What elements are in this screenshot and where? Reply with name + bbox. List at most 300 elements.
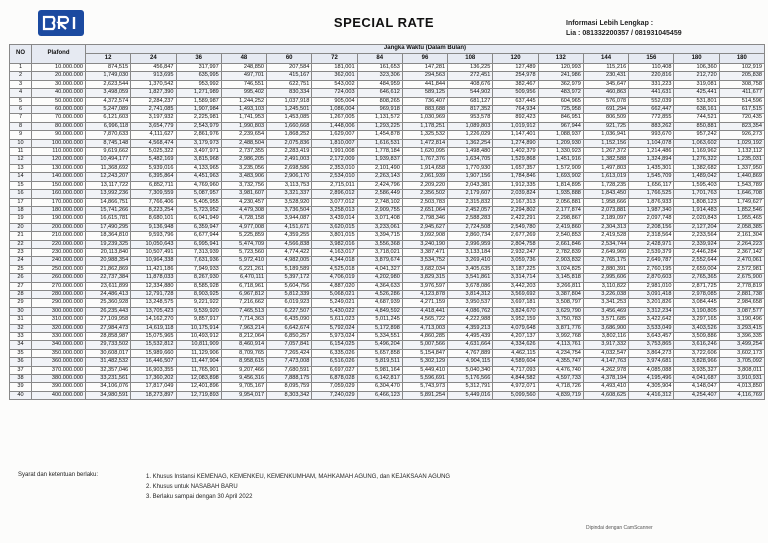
installment-cell: 5,596,691 [402, 375, 447, 383]
row-number: 9 [10, 131, 32, 139]
installment-cell: 1,489,042 [674, 173, 719, 181]
installment-cell: 345,647 [583, 80, 628, 88]
table-row [10, 232, 765, 240]
terms-item: 1. Khusus Instansi KEMENAG, KEMENKEU, KEMENKUMHAM, MAHKAMAH AGUNG, dan KEJAKSAAN AGUNG [146, 474, 451, 480]
installment-cell: 635,995 [176, 72, 221, 80]
installment-cell: 14,866,751 [86, 198, 131, 206]
installment-cell: 2,304,313 [583, 223, 628, 231]
installment-cell: 3,528,920 [267, 198, 312, 206]
installment-cell: 1,572,909 [538, 164, 583, 172]
installment-cell: 4,111,627 [131, 131, 176, 139]
table-row [10, 173, 765, 181]
plafond-cell: 380.000.000 [32, 375, 86, 383]
installment-cell: 2,804,758 [493, 240, 538, 248]
installment-cell: 254,978 [493, 72, 538, 80]
installment-cell: 2,778,819 [719, 282, 764, 290]
installment-cell: 7,465,513 [221, 307, 266, 315]
table-row [10, 282, 765, 290]
installment-cell: 484,959 [357, 80, 402, 88]
installment-cell: 4,262,978 [583, 366, 628, 374]
installment-cell: 8,303,342 [267, 391, 312, 399]
installment-cell: 4,887,020 [312, 282, 357, 290]
installment-cell: 6,642,674 [267, 324, 312, 332]
installment-cell: 1,907,156 [448, 173, 493, 181]
installment-cell: 207,584 [267, 64, 312, 72]
installment-cell: 4,565,722 [402, 316, 447, 324]
table-row [10, 341, 765, 349]
installment-cell: 272,451 [448, 72, 493, 80]
installment-cell: 5,007,566 [402, 341, 447, 349]
installment-cell: 2,588,283 [448, 215, 493, 223]
installment-cell: 5,068,021 [312, 290, 357, 298]
installment-cell: 147,281 [402, 64, 447, 72]
installment-cell: 3,190,805 [674, 307, 719, 315]
installment-cell: 4,378,194 [583, 375, 628, 383]
installment-cell: 20,988,354 [86, 257, 131, 265]
row-number: 38 [10, 375, 32, 383]
installment-cell: 3,814,312 [448, 290, 493, 298]
installment-cell: 3,722,606 [674, 349, 719, 357]
installment-cell: 3,879,674 [357, 257, 402, 265]
installment-cell: 4,254,407 [674, 391, 719, 399]
table-row [10, 290, 765, 298]
plafond-cell: 400.000.000 [32, 391, 86, 399]
installment-cell: 2,677,269 [493, 232, 538, 240]
table-row [10, 156, 765, 164]
installment-cell: 2,724,508 [448, 223, 493, 231]
installment-cell: 2,903,832 [538, 257, 583, 265]
row-number: 23 [10, 248, 32, 256]
installment-cell: 2,488,504 [221, 139, 266, 147]
installment-cell: 1,267,005 [312, 114, 357, 122]
contact-info [566, 19, 756, 39]
installment-cell: 4,774,422 [267, 248, 312, 256]
installment-cell: 5,154,847 [402, 349, 447, 357]
row-number: 11 [10, 148, 32, 156]
installment-cell: 1,914,483 [674, 206, 719, 214]
installment-cell: 1,271,989 [176, 89, 221, 97]
installment-cell: 1,019,912 [493, 122, 538, 130]
installment-cell: 9,539,920 [176, 307, 221, 315]
installment-cell: 1,843,450 [583, 190, 628, 198]
table-row [10, 198, 765, 206]
installment-cell: 3,871,776 [538, 324, 583, 332]
installment-cell: 6,041,949 [176, 215, 221, 223]
installment-cell: 2,020,843 [674, 215, 719, 223]
installment-cell: 2,978,085 [674, 290, 719, 298]
installment-cell: 27,109,958 [86, 316, 131, 324]
installment-cell: 102,919 [719, 64, 764, 72]
installment-cell: 24,486,413 [86, 290, 131, 298]
installment-cell: 2,649,960 [583, 248, 628, 256]
table-row [10, 72, 765, 80]
installment-cell: 32,357,046 [86, 366, 131, 374]
installment-cell: 4,418,441 [402, 307, 447, 315]
installment-cell: 7,870,633 [86, 131, 131, 139]
installment-cell: 772,855 [629, 114, 674, 122]
installment-cell: 6,121,603 [86, 114, 131, 122]
installment-cell: 1,770,930 [448, 164, 493, 172]
installment-cell: 2,284,237 [131, 97, 176, 105]
installment-cell: 2,540,853 [538, 232, 583, 240]
row-number: 10 [10, 139, 32, 147]
installment-cell: 5,405,955 [176, 198, 221, 206]
installment-cell: 1,030,969 [402, 114, 447, 122]
installment-cell: 6,142,817 [357, 375, 402, 383]
installment-cell: 2,675,900 [719, 274, 764, 282]
installment-cell: 1,293,225 [357, 122, 402, 130]
table-row [10, 316, 765, 324]
installment-cell: 5,011,245 [357, 316, 402, 324]
installment-cell: 10,494,177 [86, 156, 131, 164]
installment-cell: 3,629,790 [538, 307, 583, 315]
installment-cell: 7,631,936 [176, 257, 221, 265]
installment-cell: 8,585,928 [176, 282, 221, 290]
installment-cell: 5,657,858 [357, 349, 402, 357]
header-month: 48 [221, 54, 266, 64]
installment-cell: 3,497,971 [176, 148, 221, 156]
installment-cell: 2,765,365 [674, 274, 719, 282]
row-number: 20 [10, 223, 32, 231]
installment-cell: 1,088,937 [538, 131, 583, 139]
installment-cell: 8,223,254 [131, 206, 176, 214]
table-row [10, 139, 765, 147]
installment-cell: 12,401,896 [176, 383, 221, 391]
installment-cell: 4,972,071 [493, 383, 538, 391]
installment-cell: 3,113,753 [267, 181, 312, 189]
installment-cell: 22,737,384 [86, 274, 131, 282]
installment-cell: 2,715,011 [312, 181, 357, 189]
installment-cell: 13,117,722 [86, 181, 131, 189]
installment-cell: 3,110,822 [583, 282, 628, 290]
installment-cell: 5,025,322 [131, 148, 176, 156]
installment-cell: 4,462,115 [493, 349, 538, 357]
installment-cell: 1,987,340 [629, 206, 674, 214]
installment-cell: 3,541,861 [448, 274, 493, 282]
installment-cell: 1,276,322 [674, 156, 719, 164]
installment-cell: 1,656,117 [629, 181, 674, 189]
installment-cell: 1,382,682 [674, 164, 719, 172]
installment-cell: 3,556,368 [357, 240, 402, 248]
installment-cell: 382,467 [493, 80, 538, 88]
plafond-cell: 110.000.000 [32, 148, 86, 156]
installment-cell: 6,395,864 [131, 173, 176, 181]
installment-cell: 5,302,129 [402, 358, 447, 366]
installment-cell: 2,419,860 [538, 223, 583, 231]
installment-cell: 1,132,112 [719, 148, 764, 156]
row-number: 5 [10, 97, 32, 105]
installment-cell: 2,623,544 [86, 80, 131, 88]
installment-cell: 2,881,738 [719, 290, 764, 298]
installment-cell: 3,910,931 [719, 375, 764, 383]
installment-cell: 1,935,888 [538, 190, 583, 198]
installment-cell: 2,283,419 [267, 148, 312, 156]
installment-cell: 11,368,692 [86, 164, 131, 172]
installment-cell: 883,262 [629, 122, 674, 130]
installment-cell: 3,235,056 [221, 164, 266, 172]
row-number: 30 [10, 307, 32, 315]
installment-cell: 2,572,981 [719, 265, 764, 273]
installment-cell: 3,950,537 [448, 299, 493, 307]
header-month: 180 [674, 54, 719, 64]
installment-cell: 7,265,424 [267, 349, 312, 357]
installment-cell: 5,087,957 [176, 190, 221, 198]
installment-cell: 9,207,466 [221, 366, 266, 374]
installment-cell: 1,616,531 [357, 139, 402, 147]
installment-cell: 441,631 [629, 89, 674, 97]
installment-cell: 2,661,846 [538, 240, 583, 248]
installment-cell: 3,992,768 [538, 333, 583, 341]
installment-cell: 953,578 [448, 114, 493, 122]
installment-cell: 456,847 [131, 64, 176, 72]
installment-cell: 1,382,588 [583, 156, 628, 164]
installment-cell: 3,864,273 [629, 349, 674, 357]
row-number: 25 [10, 265, 32, 273]
installment-cell: 4,041,687 [674, 375, 719, 383]
installment-cell: 3,750,783 [538, 316, 583, 324]
installment-cell: 681,127 [448, 97, 493, 105]
plafond-cell: 60.000.000 [32, 106, 86, 114]
installment-cell: 4,041,327 [357, 265, 402, 273]
installment-cell: 9,954,017 [221, 391, 266, 399]
plafond-cell: 220.000.000 [32, 240, 86, 248]
table-row [10, 307, 765, 315]
installment-cell: 15,075,965 [131, 333, 176, 341]
installment-cell: 4,718,726 [538, 383, 583, 391]
installment-cell: 3,240,190 [402, 240, 447, 248]
installment-cell: 10,175,914 [176, 324, 221, 332]
installment-cell: 764,934 [493, 106, 538, 114]
installment-cell: 3,952,159 [493, 316, 538, 324]
installment-cell: 817,352 [448, 106, 493, 114]
table-row [10, 274, 765, 282]
row-number: 39 [10, 383, 32, 391]
installment-cell: 2,945,627 [402, 223, 447, 231]
installment-cell: 4,344,018 [312, 257, 357, 265]
row-number: 32 [10, 324, 32, 332]
installment-cell: 205,838 [719, 72, 764, 80]
installment-cell: 3,084,445 [674, 299, 719, 307]
installment-cell: 3,087,577 [719, 307, 764, 315]
installment-cell: 4,271,159 [402, 299, 447, 307]
installment-cell: 8,709,765 [221, 349, 266, 357]
installment-cell: 15,741,266 [86, 206, 131, 214]
installment-cell: 1,089,803 [448, 122, 493, 130]
installment-cell: 12,791,728 [131, 290, 176, 298]
installment-cell: 5,973,024 [312, 333, 357, 341]
installment-cell: 1,939,837 [357, 156, 402, 164]
table-row [10, 248, 765, 256]
installment-cell: 3,091,418 [629, 290, 674, 298]
installment-cell: 441,844 [402, 80, 447, 88]
table-row [10, 223, 765, 231]
row-number: 33 [10, 333, 32, 341]
installment-cell: 1,912,335 [493, 181, 538, 189]
installment-cell: 4,364,633 [357, 282, 402, 290]
installment-cell: 1,646,708 [719, 190, 764, 198]
installment-cell: 408,676 [448, 80, 493, 88]
installment-cell: 1,267,372 [583, 148, 628, 156]
installment-cell: 4,116,769 [719, 391, 764, 399]
installment-cell: 4,133,965 [176, 164, 221, 172]
installment-cell: 1,086,004 [312, 106, 357, 114]
installment-cell: 6,852,711 [131, 181, 176, 189]
installment-cell: 823,354 [719, 122, 764, 130]
installment-cell: 7,240,029 [312, 391, 357, 399]
installment-cell: 3,808,011 [719, 366, 764, 374]
plafond-cell: 80.000.000 [32, 122, 86, 130]
plafond-cell: 180.000.000 [32, 206, 86, 214]
installment-cell: 6,470,111 [221, 274, 266, 282]
installment-cell: 3,439,014 [312, 215, 357, 223]
installment-cell: 3,226,038 [583, 290, 628, 298]
installment-cell: 3,935,327 [674, 366, 719, 374]
installment-cell: 850,881 [674, 122, 719, 130]
installment-cell: 2,419,528 [583, 232, 628, 240]
plafond-cell: 160.000.000 [32, 190, 86, 198]
installment-cell: 1,991,008 [312, 148, 357, 156]
installment-cell: 604,965 [538, 97, 583, 105]
installment-cell: 531,801 [674, 97, 719, 105]
installment-cell: 4,526,286 [357, 290, 402, 298]
installment-cell: 308,758 [719, 80, 764, 88]
installment-cell: 2,543,979 [176, 122, 221, 130]
installment-cell: 1,876,933 [629, 198, 674, 206]
installment-cell: 30,608,017 [86, 349, 131, 357]
installment-cell: 892,423 [493, 114, 538, 122]
installment-cell: 830,334 [267, 89, 312, 97]
installment-cell: 2,058,385 [719, 223, 764, 231]
installment-cell: 3,686,900 [583, 324, 628, 332]
installment-cell: 1,131,572 [357, 114, 402, 122]
installment-cell: 9,857,917 [176, 316, 221, 324]
installment-cell: 6,718,961 [221, 282, 266, 290]
installment-cell: 2,539,379 [629, 248, 674, 256]
installment-cell: 248,850 [221, 64, 266, 72]
installment-cell: 1,497,803 [583, 164, 628, 172]
installment-cell: 2,073,881 [583, 206, 628, 214]
table-row [10, 391, 765, 399]
installment-cell: 646,612 [357, 89, 402, 97]
installment-cell: 6,878,028 [312, 375, 357, 383]
installment-cell: 2,127,204 [674, 223, 719, 231]
installment-cell: 589,125 [402, 89, 447, 97]
info-contact: Lia : 081332200357 / 081931045459 [566, 30, 682, 37]
installment-cell: 4,493,410 [583, 383, 628, 391]
installment-cell: 3,802,116 [583, 333, 628, 341]
installment-cell: 5,604,756 [267, 282, 312, 290]
installment-cell: 34,106,076 [86, 383, 131, 391]
installment-cell: 7,313,939 [176, 248, 221, 256]
installment-cell: 3,620,015 [312, 223, 357, 231]
row-number: 12 [10, 156, 32, 164]
plafond-cell: 100.000.000 [32, 139, 86, 147]
plafond-cell: 290.000.000 [32, 299, 86, 307]
installment-cell: 4,334,626 [493, 341, 538, 349]
installment-cell: 846,951 [538, 114, 583, 122]
installment-cell: 4,013,850 [719, 383, 764, 391]
installment-cell: 6,304,470 [357, 383, 402, 391]
installment-cell: 6,697,027 [312, 366, 357, 374]
installment-cell: 913,695 [131, 72, 176, 80]
installment-cell: 2,239,654 [221, 131, 266, 139]
installment-cell: 4,728,158 [221, 215, 266, 223]
installment-cell: 1,325,532 [402, 131, 447, 139]
row-number: 13 [10, 164, 32, 172]
row-number: 7 [10, 114, 32, 122]
installment-cell: 5,496,204 [357, 341, 402, 349]
installment-cell: 3,190,496 [719, 316, 764, 324]
installment-cell: 2,367,142 [719, 248, 764, 256]
installment-cell: 4,202,980 [357, 274, 402, 282]
installment-cell: 2,189,097 [583, 215, 628, 223]
table-row [10, 122, 765, 130]
installment-cell: 3,569,692 [493, 290, 538, 298]
table-row [10, 89, 765, 97]
installment-cell: 7,309,559 [131, 190, 176, 198]
installment-cell: 1,907,984 [176, 106, 221, 114]
installment-cell: 3,341,253 [583, 299, 628, 307]
header-plafond: Plafond [32, 45, 86, 64]
installment-cell: 5,172,898 [357, 324, 402, 332]
header-month: 180 [719, 54, 764, 64]
plafond-cell: 190.000.000 [32, 215, 86, 223]
installment-cell: 10,507,491 [131, 248, 176, 256]
installment-cell: 2,765,175 [583, 257, 628, 265]
installment-cell: 8,958,615 [221, 358, 266, 366]
header-month: 96 [402, 54, 447, 64]
installment-cell: 1,728,235 [583, 181, 628, 189]
installment-cell: 3,297,165 [674, 316, 719, 324]
installment-cell: 11,765,901 [176, 366, 221, 374]
installment-cell: 3,233,061 [357, 223, 402, 231]
installment-cell: 638,161 [674, 106, 719, 114]
installment-cell: 3,815,968 [176, 156, 221, 164]
table-row [10, 106, 765, 114]
installment-cell: 362,979 [538, 80, 583, 88]
installment-cell: 4,495,439 [448, 333, 493, 341]
installment-cell: 362,001 [312, 72, 357, 80]
installment-cell: 3,092,908 [402, 232, 447, 240]
plafond-cell: 300.000.000 [32, 307, 86, 315]
installment-cell: 1,451,916 [538, 156, 583, 164]
installment-cell: 3,321,337 [267, 190, 312, 198]
installment-cell: 2,264,223 [719, 240, 764, 248]
installment-cell: 5,249,021 [312, 299, 357, 307]
header-months-row [10, 54, 765, 64]
installment-cell: 7,680,591 [267, 366, 312, 374]
installment-cell: 1,036,941 [583, 131, 628, 139]
row-number: 29 [10, 299, 32, 307]
installment-cell: 319,081 [674, 80, 719, 88]
installment-cell: 4,706,019 [312, 274, 357, 282]
installment-cell: 3,403,526 [674, 324, 719, 332]
installment-cell: 2,356,502 [402, 190, 447, 198]
installment-cell: 4,608,625 [583, 391, 628, 399]
installment-cell: 2,422,291 [493, 215, 538, 223]
table-row [10, 358, 765, 366]
header-month: 108 [448, 54, 493, 64]
installment-cell: 5,723,560 [221, 248, 266, 256]
installment-cell: 7,963,214 [221, 324, 266, 332]
installment-cell: 3,678,086 [448, 282, 493, 290]
installment-cell: 15,989,660 [131, 349, 176, 357]
installment-cell: 1,402,379 [493, 148, 538, 156]
table-row [10, 148, 765, 156]
installment-cell: 543,002 [312, 80, 357, 88]
installment-cell: 5,312,791 [448, 383, 493, 391]
installment-cell: 4,982,005 [267, 257, 312, 265]
